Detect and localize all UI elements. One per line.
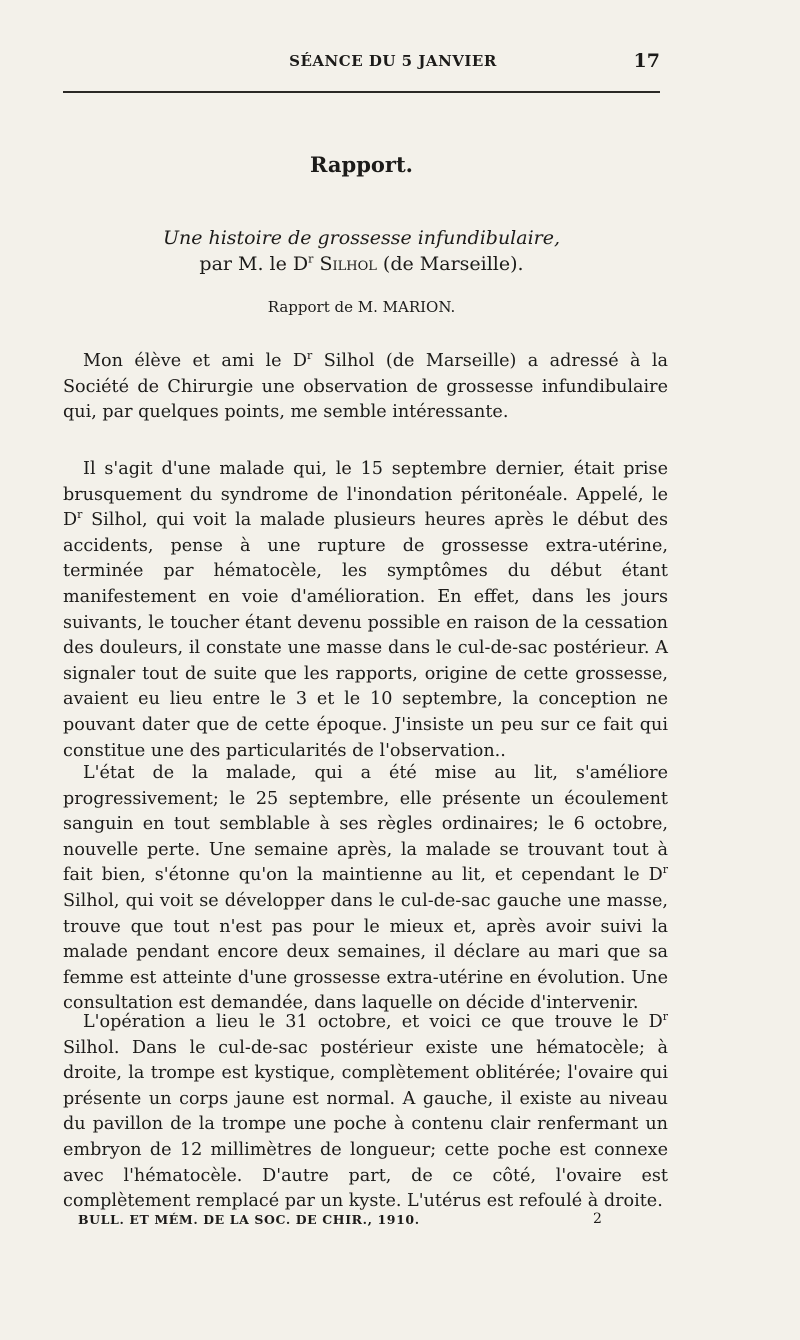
header-rule [63, 91, 660, 93]
p4-text-a: L'opération a lieu le 31 octobre, et voici ce que trouve le D [83, 1012, 663, 1032]
paragraph-1 [63, 349, 668, 426]
author-title-sup: r [308, 252, 314, 266]
article-author-line [63, 251, 660, 277]
reporter-line: Rapport de M. MARION. [267, 298, 456, 316]
p3-sup: r [662, 863, 668, 877]
author-name: Silhol [319, 253, 377, 275]
p1-rest: Silhol (de Marseille) a adressé à la Société de Chirurgie une observation de grossesse infundibulaire qui, par quelques points, me semble intéressante. [63, 351, 668, 423]
running-header [63, 52, 660, 76]
section-title: Rapport. [310, 152, 413, 177]
p2-text-a: Il s'agit d'une malade qui, le 15 septembre dernier, était prise brusquement du syndrome de l'inondation péritonéale. Appelé, le D [63, 459, 668, 531]
p3-text-a: L'état de la malade, qui a été mise au lit, s'améliore progressivement; le 25 septembre, elle présente un écoulement sanguin en tout semblable à ses règles ordinaires; le 6 octobre, nouvelle perte. Une semaine après, la malade se trouvant tout à fait bien, s'étonne qu'on la maintienne au lit, et cependant le D [63, 763, 668, 886]
page-number: 17 [633, 50, 660, 72]
p2-text-b: Silhol, qui voit la malade plusieurs heures après le début des accidents, pense à une rupture de grossesse extra-utérine, terminée par hématocèle, les symptômes du début étant manifestement en voie d'amélioration. En effet, dans les jours suivants, le toucher étant devenu possible en raison de la cessation des douleurs, il constate une masse dans le cul-de-sac postérieur. A signaler tout de suite que les rapports, origine de cette grossesse, avaient eu lieu entre le 3 et le 10 septembre, la conception ne pouvant dater que de cette époque. J'insiste un peu sur ce fait qui constitue une des particularités de l'observation.. [63, 510, 668, 761]
paragraph-3 [63, 761, 668, 1017]
running-title: SÉANCE DU 5 JANVIER [289, 52, 497, 70]
p4-sup: r [662, 1010, 668, 1024]
paragraph-4 [63, 1010, 668, 1215]
author-suffix: (de Marseille). [376, 253, 524, 275]
footer-citation: BULL. ET MÉM. DE LA SOC. DE CHIR., 1910. [78, 1212, 420, 1227]
article-title-line: Une histoire de grossesse infundibulaire, [162, 227, 561, 249]
p1-sup: r [307, 349, 313, 363]
p4-text-b: Silhol. Dans le cul-de-sac postérieur existe une hématocèle; à droite, la trompe est kystique, complètement oblitérée; l'ovaire qui présente un corps jaune est normal. A gauche, il existe au niveau du pavillon de la trompe une poche à contenu clair renfermant un embryon de 12 millimètres de longueur; cette poche est connexe avec l'hématocèle. D'autre part, de ce côté, l'ovaire est complètement remplacé par un kyste. L'utérus est refoulé à droite. [63, 1037, 668, 1212]
p3-text-b: Silhol, qui voit se développer dans le cul-de-sac gauche une masse, trouve que tout n'est pas pour le mieux et, après avoir suivi la malade pendant encore deux semaines, il déclare au mari que sa femme est atteinte d'une grossesse extra-utérine en évolution. Une consultation est demandée, dans laquelle on décide d'intervenir. [63, 890, 668, 1014]
p2-sup: r [77, 508, 83, 522]
author-prefix: par M. le D [199, 253, 309, 275]
p1-text: Mon élève et ami le D [83, 351, 308, 371]
paragraph-2 [63, 457, 668, 764]
article-subtitle [63, 225, 660, 277]
signature-mark: 2 [593, 1211, 602, 1227]
